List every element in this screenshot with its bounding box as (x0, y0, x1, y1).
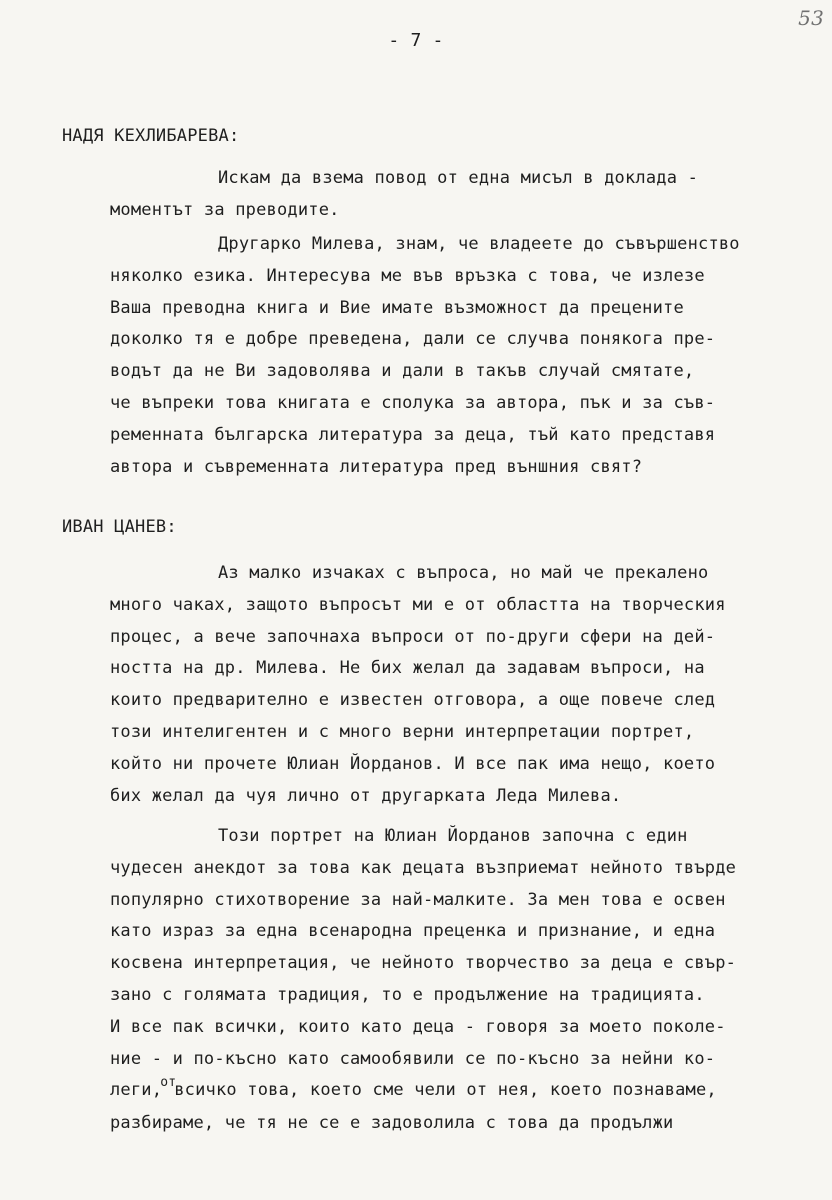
text-line: Другарко Милева, знам, че владеете до съвършенство (218, 234, 740, 254)
handwritten-insertion: от (160, 1075, 177, 1091)
paragraph (110, 229, 832, 483)
text-line: автора и съвременната литература пред външния свят? (110, 456, 643, 477)
text-line: които предварително е известен отговора, а още повече след (110, 690, 716, 711)
text-line: Аз малко изчаках с въпроса, но май че прекалено (218, 563, 709, 583)
text-line: зано с голямата традиция, то е продължение на традицията. (110, 984, 705, 1005)
speaker-name: НАДЯ КЕХЛИБАРЕВА: (62, 126, 240, 146)
text-line: този интелигентен и с много верни интерпретации портрет, (110, 721, 695, 742)
page-number: - 7 - (388, 30, 444, 51)
text-line: ременната българска литература за деца, тъй като представя (110, 424, 716, 445)
text-line: косвена интерпретация, че нейното творчество за деца е свър- (110, 953, 737, 974)
speaker-name: ИВАН ЦАНЕВ: (62, 517, 177, 537)
text-line: ността на др. Милева. Не бих желал да задавам въпроси, на (110, 658, 705, 679)
text-line: процес, а вече започнаха въпроси от по-други сфери на дей- (110, 626, 716, 647)
paragraph (110, 163, 832, 227)
line-part: всичко това, което сме чели от нея, което познаваме, (174, 1080, 717, 1101)
text-line: като израз за една всенародна преценка и признание, и една (110, 921, 716, 942)
text-line: доколко тя е добре преведена, дали се случва понякога пре- (110, 329, 716, 350)
text-line: бих желал да чуя лично от другарката Леда Милева. (110, 785, 622, 806)
text-line: Ваша преводна книга и Вие имате възможност да прецените (110, 297, 684, 318)
text-line: моментът за преводите. (110, 199, 340, 220)
text-line: много чаках, защото въпросът ми е от областта на творческия (110, 594, 726, 615)
paragraph (110, 558, 832, 812)
text-line: водът да не Ви задоволява и дали в такъв случай смятате, (110, 361, 695, 382)
line-part: леги, (110, 1080, 163, 1101)
text-line: който ни прочете Юлиан Йорданов. И все пак има нещо, което (110, 753, 716, 774)
paragraph (110, 821, 832, 1140)
text-line: че въпреки това книгата е сполука за автора, пък и за съв- (110, 392, 716, 413)
text-line: популярно стихотворение за най-малките. За мен това е освен (110, 889, 726, 910)
text-line: Искам да взема повод от една мисъл в доклада - (218, 168, 699, 188)
text-line (110, 1075, 832, 1108)
archive-page-number: 53 (798, 6, 824, 30)
text-line: Този портрет на Юлиан Йорданов започна с един (218, 826, 688, 846)
text-line: И все пак всички, които като деца - говоря за моето поколе- (110, 1016, 726, 1037)
text-line: разбираме, че тя не се е задоволила с това да продължи (110, 1113, 674, 1134)
text-line: няколко езика. Интересува ме във връзка с това, че излезе (110, 265, 705, 286)
text-line: чудесен анекдот за това как децата възприемат нейното твърде (110, 857, 737, 878)
text-line: ние - и по-късно като самообявили се по-късно за нейни ко- (110, 1048, 716, 1069)
